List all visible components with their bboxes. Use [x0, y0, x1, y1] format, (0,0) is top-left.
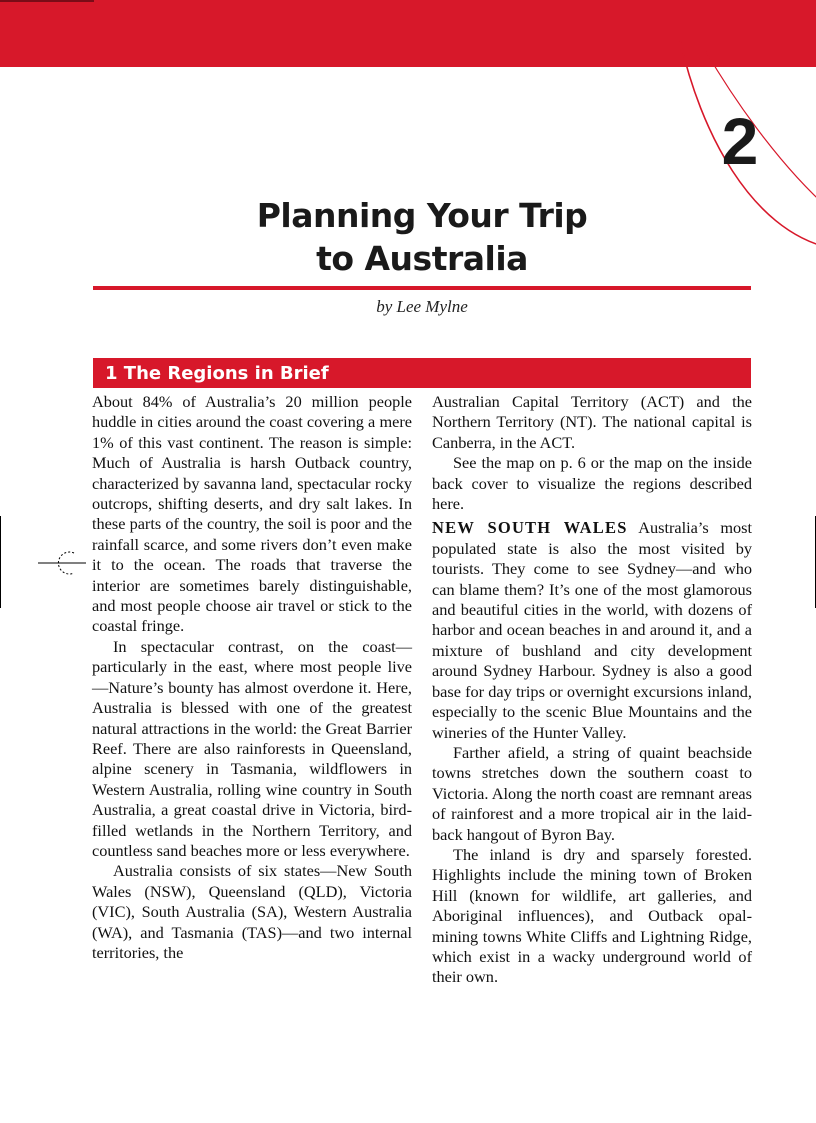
right-paragraph-4: Farther afield, a string of quaint beachside towns stretches down the southern coast to Victoria. Along the north coast are remnant areas of rainforest and a more tropical air in the laid-back hangout of Byron Bay. — [432, 742, 752, 844]
left-text-column — [92, 392, 412, 963]
left-paragraph-1: About 84% of Australia’s 20 million people huddle in cities around the coast covering a mere 1% of this vast continent. The reason is simple: Much of Australia is harsh Outback country, characterized by savanna land, spectacular rocky outcrops, shifting deserts, and dry salt lakes. In these parts of the country, the soil is poor and the rainfall scarce, and some rivers don’t even make it to the ocean. The roads that traverse the interior are sometimes barely distinguishable, and most people choose air travel or stick to the coastal fringe. — [92, 392, 412, 636]
nsw-paragraph-text: Australia’s most populated state is also the most visited by tourists. They come to see Sydney—and who can blame them? It’s one of the most glamorous and beautiful cities in the world, with dozens of harbor and ocean beaches in and around it, and a mixture of bushland and city development around Sydney Harbour. Sydney is also a good base for day trips or overnight excursions inland, especially to the scenic Blue Mountains and the wineries of the Hunter Valley. — [432, 518, 752, 742]
nsw-lead-in: NEW SOUTH WALES — [432, 518, 628, 538]
page-title — [200, 194, 644, 280]
top-tab-mark — [0, 0, 94, 2]
left-crop-mark — [0, 516, 1, 608]
right-paragraph-2: See the map on p. 6 or the map on the inside back cover to visualize the regions described here. — [432, 453, 752, 514]
left-paragraph-3: Australia consists of six states—New South Wales (NSW), Queensland (QLD), Victoria (VIC), South Australia (SA), Western Australia (WA), and Tasmania (TAS)—and two internal territories, the — [92, 861, 412, 962]
registration-mark — [38, 548, 86, 578]
title-rule — [93, 286, 751, 290]
title-line-2: to Australia — [316, 239, 528, 278]
right-paragraph-1: Australian Capital Territory (ACT) and the Northern Territory (NT). The national capital is Canberra, in the ACT. — [432, 392, 752, 452]
chapter-number: 2 — [721, 104, 759, 178]
section-heading: 1 The Regions in Brief — [105, 363, 329, 384]
right-paragraph-5: The inland is dry and sparsely forested. Highlights include the mining town of Broken Hill (known for wildlife, art galleries, and Aboriginal influences), and Outback opal-mining towns White Cliffs and Lightning Ridge, which exist in a wacky underground world of their own. — [432, 844, 752, 987]
right-text-column — [432, 392, 752, 988]
title-line-1: Planning Your Trip — [256, 196, 588, 235]
author-byline: by Lee Mylne — [376, 297, 468, 316]
nsw-paragraph — [432, 518, 752, 742]
left-paragraph-2: In spectacular contrast, on the coast—particularly in the east, where most people live—Nature’s bounty has almost overdone it. Here, Australia is blessed with one of the greatest natural attractions in the world: the Great Barrier Reef. There are also rainforests in Queensland, alpine scenery in Tasmania, wildflowers in Western Australia, rolling wine country in South Australia, a great coastal drive in Victoria, bird-filled wetlands in the Northern Territory, and countless sand beaches more or less everywhere. — [92, 636, 412, 860]
